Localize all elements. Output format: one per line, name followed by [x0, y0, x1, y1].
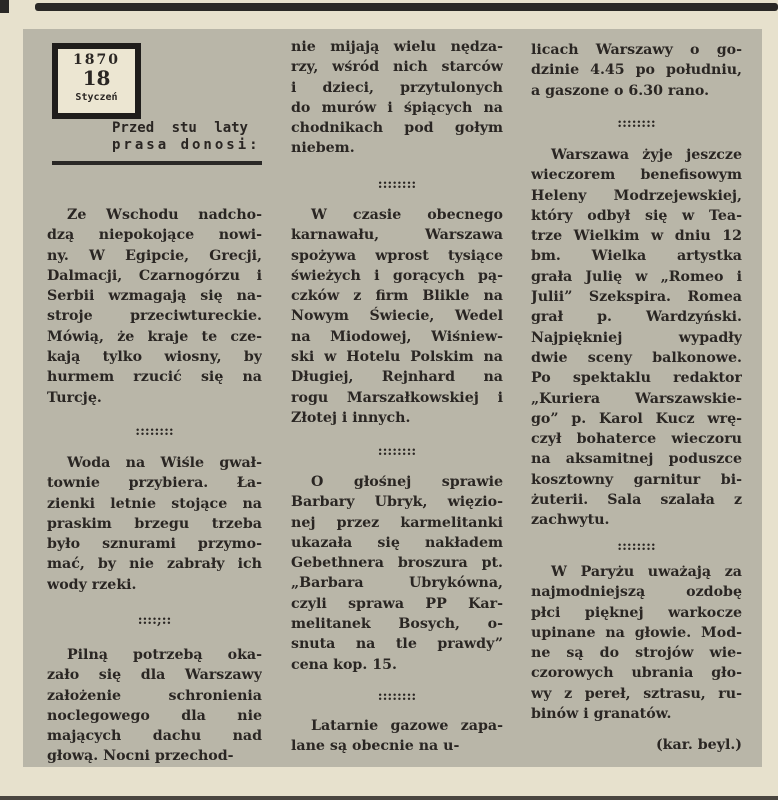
text-line: zachwytu.	[531, 512, 610, 529]
item-separator: ::::::::	[377, 689, 417, 704]
text-line: ny. W Egipcie, Grecji,	[47, 247, 262, 264]
signature-block	[531, 735, 742, 755]
text-line: bm. Wielka artystka	[531, 248, 742, 265]
text-line: rogu Marszałkowskiej i	[291, 389, 503, 406]
news-item	[531, 40, 742, 101]
text-line: i dzieci, przytulonych	[291, 79, 503, 96]
text-line: hurmem rzucić się na	[47, 369, 262, 386]
text-line: a gaszone o 6.30 rano.	[531, 82, 710, 99]
text-line: mać, by nie zabrały ich	[47, 556, 262, 573]
text-line: Woda na Wiśle gwał-	[67, 455, 262, 471]
news-item	[291, 472, 503, 675]
text-line: praskim brzegu trzeba	[47, 515, 262, 532]
separator-block	[291, 442, 503, 462]
text-line: Dalmacji, Czarnogórzu i	[47, 267, 262, 284]
text-line: założenie schronienia	[47, 687, 262, 704]
text-line: czorowych ubrania gło-	[531, 665, 742, 682]
news-item	[47, 205, 262, 408]
text-line: grała Julię w „Romeo i	[531, 268, 742, 285]
news-item	[291, 37, 503, 159]
text-line: Nowym Świecie, Wedel	[291, 308, 503, 325]
corner-mark	[0, 0, 9, 13]
separator-block	[291, 175, 503, 195]
text-line: grał p. Wardzyński.	[531, 309, 742, 326]
item-separator: ::::::::	[377, 177, 417, 192]
text-line: zienki letnie stojące na	[47, 495, 262, 512]
text-line: W Paryżu uważają za	[551, 564, 742, 580]
text-line: żuterii. Sala szalała z	[531, 492, 742, 509]
text-line: chodnikach pod gołym	[291, 120, 503, 137]
text-line: rzy, wśród nich starców	[291, 59, 503, 76]
author-signature: (kar. beyl.)	[655, 737, 742, 753]
news-item	[531, 562, 742, 724]
text-line: wieczorem benefisowym	[531, 167, 742, 184]
text-line: binów i granatów.	[531, 706, 672, 723]
text-line: mających dachu nad	[47, 728, 262, 745]
text-line: nej przez karmelitanki	[291, 514, 503, 531]
text-line: cena kop. 15.	[291, 656, 397, 673]
date-month: Styczeń	[75, 92, 118, 103]
text-line: spożywa wprost tysiące	[291, 247, 503, 264]
column-title-line1: Przed stu laty	[112, 120, 248, 136]
text-line: na Miodowej, Wiśniew-	[291, 328, 503, 345]
title-rule	[52, 161, 262, 165]
text-line: Barbary Ubryk, więzio-	[291, 494, 503, 511]
text-line: Warszawa żyje jeszcze	[551, 147, 742, 163]
text-line: licach Warszawy o go-	[531, 42, 742, 58]
text-line: Najpiękniej wypadły	[531, 329, 742, 346]
text-line: karnawału, Warszawa	[291, 227, 503, 244]
separator-block	[531, 537, 742, 557]
text-line: Latarnie gazowe zapa-	[311, 718, 503, 734]
text-line: Złotej i innych.	[291, 409, 411, 426]
text-line: lane są obecnie na u-	[291, 738, 460, 755]
separator-block	[291, 687, 503, 707]
text-line: stroje przeciwtureckie.	[47, 308, 262, 325]
text-line: niebem.	[291, 140, 355, 157]
top-rule	[35, 3, 778, 11]
text-line: dzą niepokojące nowi-	[47, 227, 262, 244]
text-line: go” p. Karol Kucz wrę-	[531, 410, 742, 427]
text-line: O głośnej sprawie	[311, 474, 503, 490]
text-line: wody rzeki.	[47, 576, 137, 593]
text-line: Heleny Modrzejewskiej,	[531, 187, 742, 204]
news-item	[47, 453, 262, 595]
text-line: Serbii wzmagają się na-	[47, 288, 262, 305]
text-line: czków z firm Blikle na	[291, 288, 503, 305]
date-box	[52, 43, 141, 119]
text-line: ukazała się nakładem	[291, 534, 503, 551]
separator-block	[531, 114, 742, 134]
item-separator: ::::;::	[137, 613, 172, 628]
text-line: płci pięknej warkocze	[531, 604, 742, 621]
text-line: Pilną potrzebą oka-	[67, 647, 262, 663]
news-item	[531, 145, 742, 531]
text-line: zało się dla Warszawy	[47, 667, 262, 684]
text-line: świeżych i gorących pą-	[291, 267, 503, 284]
text-line: upinane na głowie. Mod-	[531, 624, 742, 641]
item-separator: ::::::::	[135, 424, 174, 439]
text-line: czyli sprawa PP Kar-	[291, 595, 503, 612]
text-line: Po spektaklu redaktor	[531, 370, 742, 387]
text-line: melitanek Bosych, o-	[291, 616, 503, 633]
news-item	[47, 645, 262, 767]
text-line: kosztowny garnitur bi-	[531, 471, 742, 488]
text-line: townie przybiera. Ła-	[47, 475, 262, 492]
text-line: Mówią, że kraje te cze-	[47, 328, 262, 345]
text-line: było sznurami przymo-	[47, 536, 262, 553]
text-line: do murów i śpiących na	[291, 99, 503, 116]
text-line: Długiej, Rejnhard na	[291, 369, 503, 386]
text-line: kają tylko wiosny, by	[47, 349, 262, 366]
text-line: Julii” Szekspira. Romea	[531, 289, 742, 306]
text-line: nie mijają wielu nędza-	[291, 39, 503, 55]
text-line: ski w Hotelu Polskim na	[291, 349, 503, 366]
text-line: „Kuriera Warszawskie-	[531, 390, 742, 407]
text-line: głową. Nocni przechod-	[47, 748, 234, 765]
date-year: 1870	[73, 52, 120, 68]
text-line: który odbył się w Tea-	[531, 207, 742, 224]
text-line: W czasie obecnego	[311, 207, 503, 223]
bottom-edge	[0, 796, 778, 800]
text-line: najmodniejszą ozdobę	[531, 584, 742, 601]
text-line: noclegowego dla nie	[47, 707, 262, 724]
separator-block	[47, 422, 262, 442]
text-line: Turcję.	[47, 389, 102, 406]
text-line: „Barbara Ubrykówna,	[291, 575, 503, 592]
item-separator: ::::::::	[377, 444, 417, 459]
text-line: trze Wielkim w dniu 12	[531, 228, 742, 245]
column-title-line2: prasa donosi:	[112, 137, 261, 153]
separator-block	[47, 611, 262, 631]
text-line: Gebethnera broszura pt.	[291, 555, 503, 572]
text-line: wy z pereł, sztrasu, ru-	[531, 685, 742, 702]
news-item	[291, 205, 503, 428]
text-line: dzinie 4.45 po południu,	[531, 62, 742, 79]
text-line: Ze Wschodu nadcho-	[67, 207, 262, 223]
text-line: na aksamitnej poduszce	[531, 451, 742, 468]
text-line: czył bohaterce wieczoru	[531, 431, 742, 448]
date-day: 18	[82, 66, 111, 90]
text-line: ne są do strojów wie-	[531, 645, 742, 662]
news-item	[291, 716, 503, 757]
item-separator: ::::::::	[617, 539, 656, 554]
item-separator: ::::::::	[617, 116, 656, 131]
text-line: snuta na tle prawdy”	[291, 636, 503, 653]
text-line: dwie sceny balkonowe.	[531, 349, 742, 366]
